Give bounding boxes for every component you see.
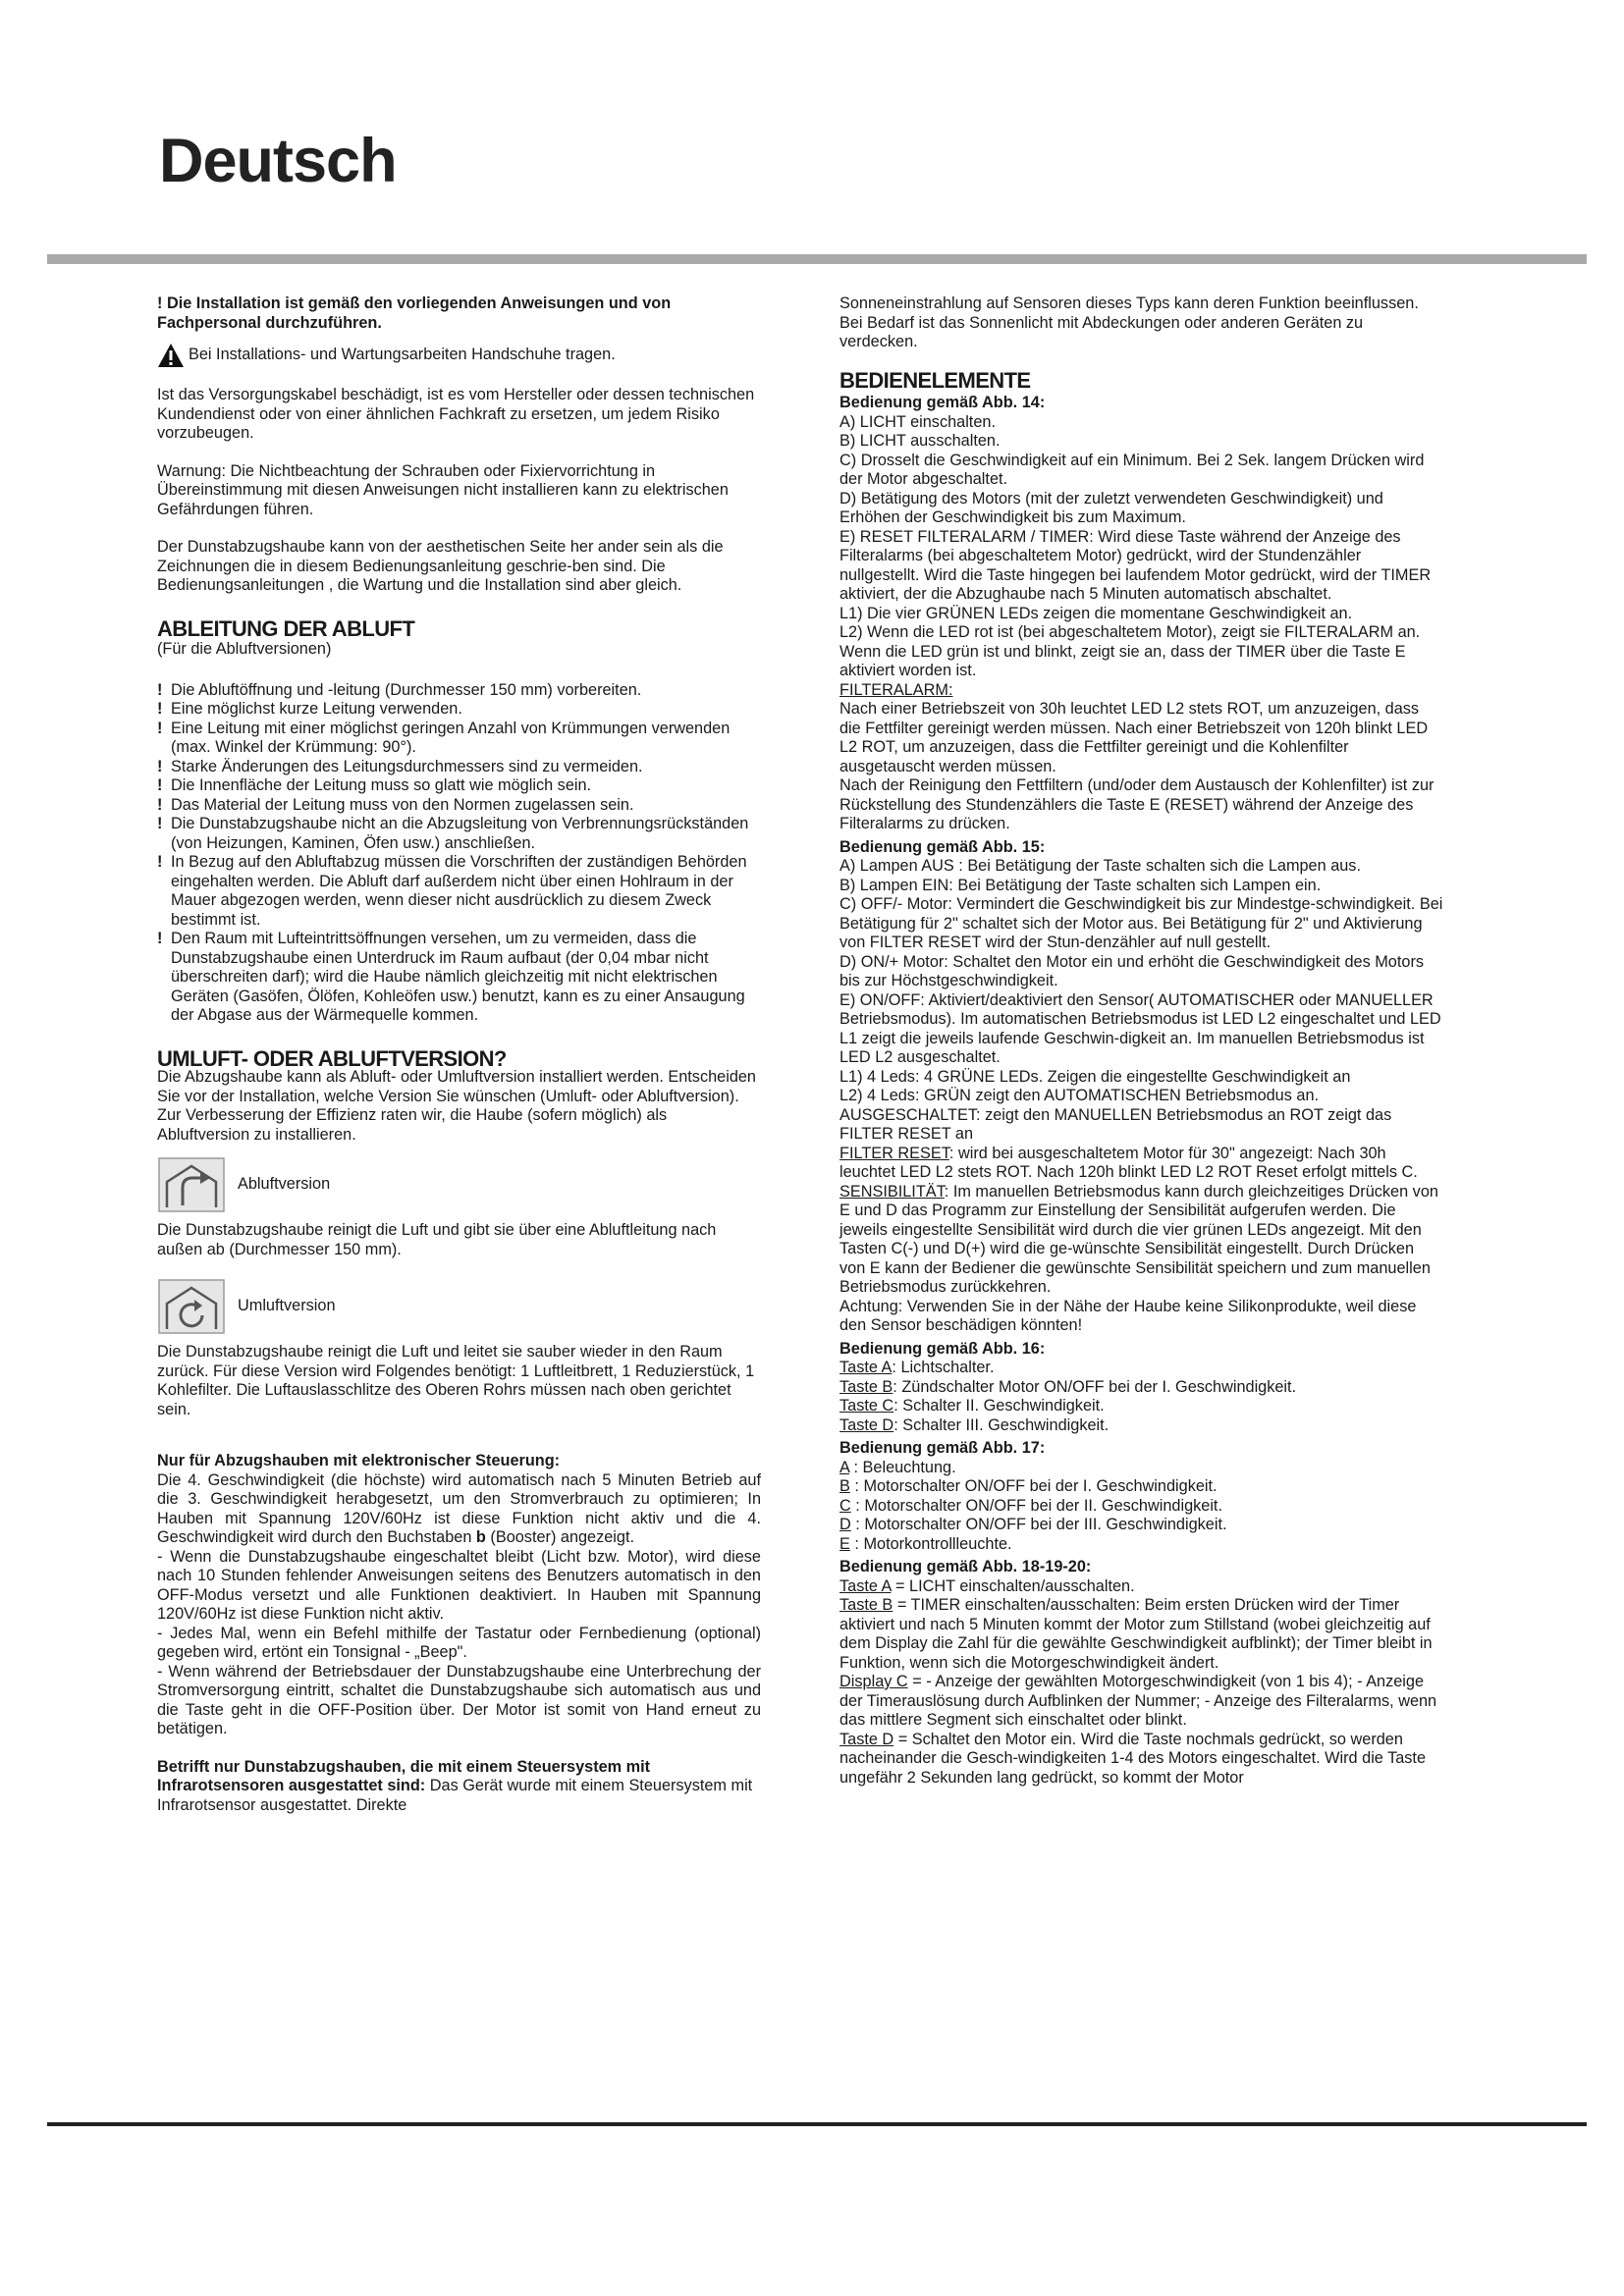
list-item: Display C = - Anzeige der gewählten Motorgeschwindigkeit (von 1 bis 4); - Anzeige der Timerauslösung durch Aufblinken der Nummer; - Anzeige des Filteralarms, wenn das mittlere Segment sich einschaltet oder blinkt. [839, 1673, 1437, 1729]
filter-reset-paragraph: FILTER RESET: wird bei ausgeschaltetem Motor für 30" angezeigt: Nach 30h leuchtet LED L2 stets ROT. Nach 120h blinkt LED L2 ROT Reset erfolgt mittels C. [839, 1144, 1418, 1181]
umluft-label: Umluftversion [238, 1297, 336, 1315]
infrared-paragraph: Betrifft nur Dunstabzugshauben, die mit einem Steuersystem mit Infrarotsensoren ausgestattet sind: Das Gerät wurde mit einem Steuersystem mit Infrarotsensor ausgestattet. Direkte [157, 1757, 753, 1814]
exclamation-icon: ! [157, 795, 163, 814]
list-item: ! Eine Leitung mit einer möglichst geringen Anzahl von Krümmungen verwenden (max. Winkel der Krümmung: 90°). [157, 719, 731, 756]
gloves-text: Bei Installations- und Wartungsarbeiten Handschuhe tragen. [189, 346, 616, 364]
list-item: Taste A = LICHT einschalten/ausschalten. [839, 1576, 1135, 1595]
umluft-version-row [157, 1278, 761, 1335]
filteralarm-p1: Nach einer Betriebszeit von 30h leuchtet LED L2 stets ROT, um anzuzeigen, dass die Fettfilter gereinigt werden müssen. Nach einer Betriebszeit von 120h blinkt LED L2 ROT, um anzuzeigen, dass die Fettfilter gereinigt und die Kohlenfilter ausgetauscht werden müssen. [839, 700, 1429, 775]
list-item: ! Die Innenfläche der Leitung muss so glatt wie möglich sein. [157, 776, 592, 794]
list-item: C) OFF/- Motor: Vermindert die Geschwindigkeit bis zur Mindestge-schwindigkeit. Bei Betätigung für 2" schaltet sich der Motor aus. Bei Betätigung für 2" und Aktivierung von FILTER RESET wird der Stun-denzähler auf null gestellt. [839, 895, 1443, 951]
aesthetic-paragraph: Der Dunstabzugshaube kann von der aesthetischen Seite her ander sein als die Zeichnungen die in diesem Bedienungsanleitung geschrie-ben sind. Die Bedienungsanleitungen , die Wartung und die Installation sind aber gleich. [157, 538, 724, 594]
electronic-control-p4: - Wenn während der Betriebsdauer der Dunstabzugshaube eine Unterbrechung der Stromversorgung eintritt, schaltet die Dunstabzugshaube sich automatisch aus und die Taste geht in die OFF-Position über. Der Motor ist somit von Hand erneut zu betätigen. [157, 1662, 761, 1737]
list-item: Taste D = Schaltet den Motor ein. Wird die Taste nochmals gedrückt, so werden nacheinander die Gesch-windigkeiten 1-4 des Motors eingeschaltet. Wird die Taste ungefähr 2 Sekunden lang gedrückt, so kommt der Motor [839, 1730, 1427, 1787]
list-item: A) Lampen AUS : Bei Betätigung der Taste schalten sich die Lampen aus. [839, 857, 1361, 875]
list-item: A : Beleuchtung. [839, 1458, 956, 1476]
list-item: ! Eine möglichst kurze Leitung verwenden. [157, 700, 462, 718]
list-item: Taste C: Schalter II. Geschwindigkeit. [839, 1397, 1105, 1415]
warning-paragraph: Warnung: Die Nichtbeachtung der Schrauben oder Fixiervorrichtung in Übereinstimmung mit diesen Anweisungen nicht installieren kann zu elektrischen Gefährdungen führen. [157, 461, 729, 518]
exclamation-icon: ! [157, 930, 163, 947]
heading-umluft: UMLUFT- ODER ABLUFTVERSION? [157, 1045, 507, 1071]
heading-ableitung: ABLEITUNG DER ABLUFT [157, 615, 415, 641]
footer-rule [47, 2122, 1587, 2126]
list-item: C : Motorschalter ON/OFF bei der II. Geschwindigkeit. [839, 1496, 1222, 1515]
list-item: E) ON/OFF: Aktiviert/deaktiviert den Sensor( AUTOMATISCHER oder MANUELLER Betriebsmodus). Im automatischen Betriebsmodus ist LED L2 eingeschaltet und LED L1 zeigt die jeweils laufende Geschwin-digkeit an. Im manuellen Betriebsmodus ist LED L2 ausgeschaltet. [839, 990, 1441, 1066]
list-item: A) LICHT einschalten. [839, 412, 996, 431]
list-item: Taste B: Zündschalter Motor ON/OFF bei der I. Geschwindigkeit. [839, 1377, 1297, 1396]
abb17-heading: Bedienung gemäß Abb. 17: [839, 1439, 1046, 1457]
duct-bullet-list [157, 681, 761, 1026]
exclamation-icon: ! [157, 700, 163, 718]
exclamation-icon: ! [157, 815, 163, 832]
list-item: E : Motorkontrollleuchte. [839, 1534, 1012, 1553]
filteralarm-p2: Nach der Reinigung den Fettfiltern (und/oder dem Austausch der Kohlenfilter) ist zur Rückstellung des Stundenzählers die Taste E (RESET) während der Anzeige des Filteralarms zu drücken. [839, 776, 1435, 832]
efficiency-paragraph: Zur Verbesserung der Effizienz raten wir, die Haube (sofern möglich) als Abluftversion zu installieren. [157, 1106, 668, 1144]
list-item: D : Motorschalter ON/OFF bei der III. Geschwindigkeit. [839, 1516, 1227, 1533]
electronic-control-p3: - Jedes Mal, wenn ein Befehl mithilfe der Tastatur oder Fernbedienung (optional) gegeben wird, ertönt ein Tonsignal - „Beep". [157, 1624, 761, 1661]
header-rule [47, 254, 1587, 264]
heading-ableitung-sub: (Für die Abluftversionen) [157, 640, 332, 658]
sensibility-paragraph: SENSIBILITÄT: Im manuellen Betriebsmodus kann durch gleichzeitiges Drücken von E und D das Programm zur Einstellung der Sensibilität aufgerufen werden. Die jeweils eingestellte Sensibilität wird durch die vier grünen LEDs angezeigt. Mit den Tasten C(-) und D(+) wird die ge-wünschte Sensibilität eingestellt. Durch Drücken von E kann der Bediener die gewünschte Sensibilität speichern und zum manuellen Betriebsmodus zurückkehren. [839, 1182, 1438, 1296]
gloves-warning [157, 343, 761, 368]
left-column [157, 294, 761, 1815]
list-item: Taste B = TIMER einschalten/ausschalten: Beim ersten Drücken wird der Timer aktiviert und nach 5 Minuten kommt der Motor zum Stillstand (wobei gleichzeitig auf dem Display die Zahl für die gewählte Geschwindigkeit aufblinkt); der Timer bleibt in Funktion, wenn sich die Motorgeschwindigkeit ändert. [839, 1596, 1433, 1672]
abluft-label: Abluftversion [238, 1175, 331, 1194]
electronic-control-p2: - Wenn die Dunstabzugshaube eingeschaltet bleibt (Licht bzw. Motor), wird diese nach 10 Stunden fehlender Anweisungen seitens des Benutzers automatisch in den OFF-Modus versetzt und alle Funktionen deaktiviert. In Hauben mit Spannung 120V/60Hz ist diese Funktion nicht aktiv. [157, 1547, 761, 1623]
filteralarm-label: FILTERALARM: [839, 680, 953, 699]
warning-icon [157, 343, 185, 368]
list-item: ! Den Raum mit Lufteintrittsöffnungen versehen, um zu vermeiden, dass die Dunstabzugshaube einen Unterdruck im Raum aufbaut (der 0,04 mbar nicht überschreiten darf); wird die Haube nämlich gleichzeitig mit nicht elektrischen Geräten (Gasöfen, Ölöfen, Kohleöfen usw.) benutzt, kann es zu einer Ansaugung der Abgase aus der Wärmequelle kommen. [157, 930, 745, 1024]
abb18-heading: Bedienung gemäß Abb. 18-19-20: [839, 1558, 1092, 1575]
list-item: L1) Die vier GRÜNEN LEDs zeigen die momentane Geschwindigkeit an. [839, 604, 1353, 622]
list-item: L2) 4 Leds: GRÜN zeigt den AUTOMATISCHEN Betriebsmodus an. AUSGESCHALTET: zeigt den MANUELLEN Betriebsmodus an ROT zeigt das FILTER RESET an [839, 1087, 1392, 1143]
exclamation-icon: ! [157, 853, 163, 871]
abluft-text: Die Dunstabzugshaube reinigt die Luft und gibt sie über eine Abluftleitung nach außen ab (Durchmesser 150 mm). [157, 1221, 717, 1258]
cable-paragraph: Ist das Versorgungskabel beschädigt, ist es vom Hersteller oder dessen technischen Kundendienst oder von einer ähnlichen Fachkraft zu ersetzen, um jedem Risiko vorzubeugen. [157, 386, 755, 442]
exclamation-icon: ! [157, 719, 163, 737]
list-item: ! Das Material der Leitung muss von den Normen zugelassen sein. [157, 795, 634, 814]
list-item: ! Die Dunstabzugshaube nicht an die Abzugsleitung von Verbrennungsrückständen (von Heizungen, Kaminen, Öfen usw.) anschließen. [157, 815, 749, 852]
exclamation-icon: ! [157, 680, 163, 699]
silicone-warning: Achtung: Verwenden Sie in der Nähe der Haube keine Silikonprodukte, weil diese den Sensor beschädigen könnten! [839, 1297, 1417, 1334]
umluft-paragraph: Die Abzugshaube kann als Abluft- oder Umluftversion installiert werden. Entscheiden Sie vor der Installation, welche Version Sie wünschen (Umluft- oder Abluftversion). [157, 1068, 756, 1105]
sunlight-paragraph: Sonneneinstrahlung auf Sensoren dieses Typs kann deren Funktion beeinflussen. Bei Bedarf ist das Sonnenlicht mit Abdeckungen oder anderen Geräten zu verdecken. [839, 294, 1419, 350]
exhaust-house-icon [157, 1156, 226, 1213]
list-item: L2) Wenn die LED rot ist (bei abgeschaltetem Motor), zeigt sie FILTERALARM an. Wenn die LED grün ist und blinkt, zeigt sie an, dass der TIMER über die Taste E aktiviert worden ist. [839, 623, 1421, 679]
electronic-control-heading: Nur für Abzugshauben mit elektronischer Steuerung: [157, 1452, 561, 1469]
list-item: D) ON/+ Motor: Schaltet den Motor ein und erhöht die Geschwindigkeit des Motors bis zur Höchstgeschwindigkeit. [839, 952, 1425, 989]
page-title: Deutsch [159, 127, 397, 195]
umluft-text: Die Dunstabzugshaube reinigt die Luft und leitet sie sauber wieder in den Raum zurück. Für diese Version wird Folgendes benötigt: 1 Luftleitbrett, 1 Reduzierstück, 1 Kohlefilter. Die Luftauslasschlitze des Oberen Rohrs müssen nach oben gerichtet sein. [157, 1343, 755, 1418]
abluft-version-row [157, 1156, 761, 1213]
abb14-heading: Bedienung gemäß Abb. 14: [839, 394, 1046, 411]
right-column [839, 294, 1443, 1788]
recirculation-house-icon [157, 1278, 226, 1335]
heading-bedienelemente: BEDIENELEMENTE [839, 367, 1031, 393]
exclamation-icon: ! [157, 757, 163, 775]
list-item: L1) 4 Leds: 4 GRÜNE LEDs. Zeigen die eingestellte Geschwindigkeit an [839, 1067, 1351, 1086]
list-item: ! Die Abluftöffnung und -leitung (Durchmesser 150 mm) vorbereiten. [157, 680, 642, 699]
list-item: B : Motorschalter ON/OFF bei der I. Geschwindigkeit. [839, 1477, 1218, 1495]
list-item: Taste A: Lichtschalter. [839, 1359, 995, 1376]
list-item: E) RESET FILTERALARM / TIMER: Wird diese Taste während der Anzeige des Filteralarms (bei abgeschaltetem Motor) gedrückt, wird der Stundenzähler nullgestellt. Wird die Taste hingegen bei laufendem Motor gedrückt, wird der TIMER aktiviert, der die Abzughaube nach 5 Minuten automatisch abschaltet. [839, 527, 1432, 603]
abb16-heading: Bedienung gemäß Abb. 16: [839, 1339, 1046, 1358]
list-item: ! Starke Änderungen des Leitungsdurchmessers sind zu vermeiden. [157, 757, 643, 775]
exclamation-icon: ! [157, 776, 163, 794]
list-item: B) Lampen EIN: Bei Betätigung der Taste schalten sich Lampen ein. [839, 876, 1322, 894]
list-item: C) Drosselt die Geschwindigkeit auf ein Minimum. Bei 2 Sek. langem Drücken wird der Motor abgeschaltet. [839, 451, 1425, 488]
electronic-control-p1: Die 4. Geschwindigkeit (die höchste) wird automatisch nach 5 Minuten Betrieb auf die 3. Geschwindigkeit herabgesetzt, um den Stromverbrauch zu optimieren; In Hauben mit Spannung 120V/60Hz ist diese Funktion nicht aktiv und die 4. Geschwindigkeit wird durch den Buchstaben b (Booster) angezeigt. [157, 1470, 761, 1546]
list-item: B) LICHT ausschalten. [839, 432, 1001, 450]
list-item: D) Betätigung des Motors (mit der zuletzt verwendeten Geschwindigkeit) und Erhöhen der Geschwindigkeit bis zum Maximum. [839, 489, 1383, 526]
list-item: ! In Bezug auf den Abluftabzug müssen die Vorschriften der zuständigen Behörden eingehalten werden. Die Abluft darf außerdem nicht über einen Hohlraum in der Mauer abgezogen werden, wenn dieser nicht ausdrücklich zu diesem Zweck bestimmt ist. [157, 853, 747, 929]
list-item: Taste D: Schalter III. Geschwindigkeit. [839, 1415, 1110, 1434]
intro-notice: ! Die Installation ist gemäß den vorliegenden Anweisungen und von Fachpersonal durchzuführen. [157, 294, 672, 332]
abb15-heading: Bedienung gemäß Abb. 15: [839, 837, 1046, 856]
